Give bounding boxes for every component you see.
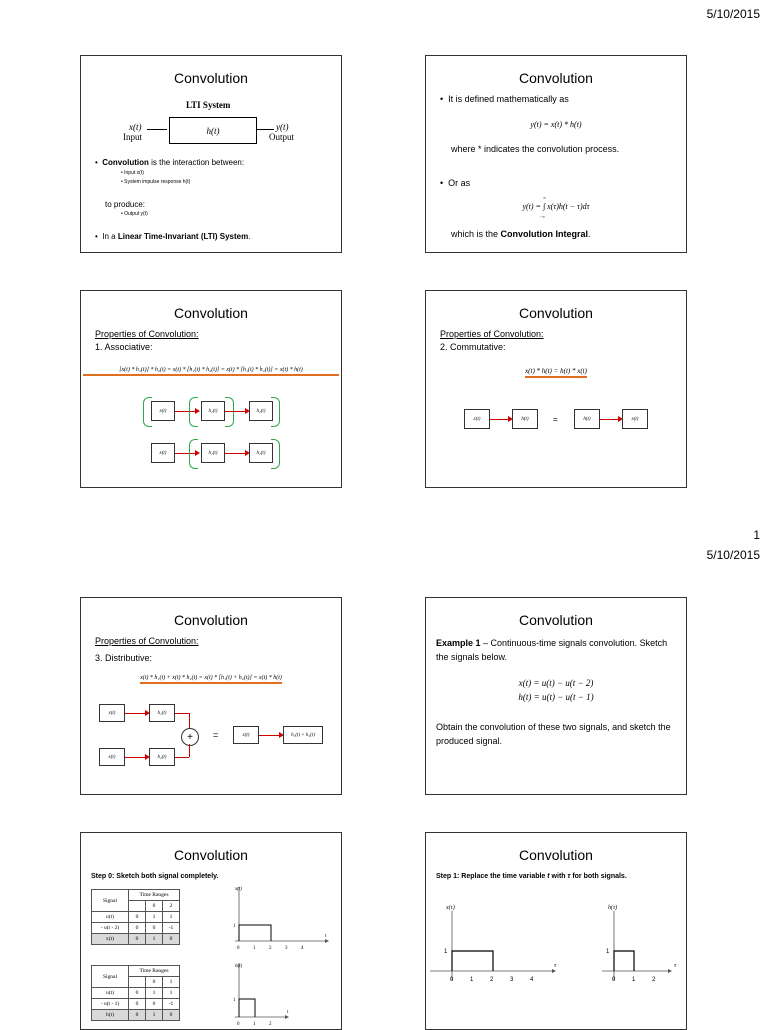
- table-cell: 0: [129, 988, 146, 999]
- table-cell: - u(t - 2): [92, 923, 129, 934]
- block-h2: h₂(t): [249, 401, 273, 421]
- table-cell: 0: [163, 1010, 180, 1021]
- arrow: [125, 713, 147, 714]
- table-header: Time Ranges: [129, 890, 180, 901]
- plot-ylabel: h(t): [235, 964, 243, 969]
- tick-label: 0: [237, 946, 240, 951]
- tick-label: 3: [285, 946, 288, 951]
- system-block: h(t): [169, 117, 257, 144]
- sub-impulse: • System impulse response h(t): [121, 179, 191, 185]
- plot-one: 1: [444, 949, 448, 955]
- slide-step-1: [425, 832, 687, 1030]
- bullet-defined: • It is defined mathematically as: [440, 94, 569, 104]
- tick-label: 2: [269, 1022, 272, 1027]
- plot-h-tau: [598, 901, 686, 991]
- plot-x-tau: [426, 901, 566, 991]
- plot-one: 1: [233, 998, 236, 1003]
- table-cell: 1: [146, 912, 163, 923]
- arrow: [490, 419, 510, 420]
- table-cell: -1: [163, 923, 180, 934]
- plot-ylabel: x(τ): [446, 905, 455, 911]
- signal-table-h: [91, 965, 180, 1021]
- green-bracket: [271, 439, 280, 469]
- connector: [189, 744, 190, 757]
- equation-integral: y(t) = ∫ x(τ)h(t − τ)dτ: [522, 202, 590, 211]
- equation-h: h(t) = u(t) − u(t − 1): [518, 692, 594, 702]
- table-row: [92, 934, 180, 945]
- slide-step-0: [80, 832, 342, 1030]
- to-produce: to produce:: [105, 200, 146, 209]
- slide-title: Convolution: [174, 305, 248, 321]
- slide-commutative: [425, 290, 687, 488]
- tick-label: 2: [652, 977, 656, 983]
- properties-heading: Properties of Convolution:: [95, 636, 199, 646]
- table-row: [92, 923, 180, 934]
- table-cell: h(t): [92, 1010, 129, 1021]
- equation-x: x(t) = u(t) − u(t − 2): [518, 678, 594, 688]
- integral-upper: ∞: [543, 195, 546, 200]
- tick-label: 1: [632, 977, 636, 983]
- arrow: [259, 735, 281, 736]
- slide-lti-system: [80, 55, 342, 253]
- table-cell: u(t): [92, 988, 129, 999]
- sub-input: • Input x(t): [121, 170, 144, 176]
- tick-label: 1: [253, 946, 256, 951]
- integral-lower: −∞: [540, 214, 546, 219]
- table-cell: 0: [129, 934, 146, 945]
- table-cell: 0: [129, 999, 146, 1010]
- table-cell: 0: [146, 999, 163, 1010]
- table-cell: 2: [163, 901, 180, 912]
- arrow: [125, 757, 147, 758]
- tick-label: 2: [269, 946, 272, 951]
- property-distributive: 3. Distributive:: [95, 653, 153, 663]
- plot-x-t: [225, 885, 330, 953]
- tick-label: 4: [301, 946, 304, 951]
- table-cell: 1: [163, 988, 180, 999]
- slide-title: Convolution: [519, 847, 593, 863]
- green-bracket: [189, 439, 198, 469]
- block-h: h(t): [512, 409, 538, 429]
- which-text: which is the Convolution Integral.: [451, 229, 591, 239]
- table-cell: 1: [146, 988, 163, 999]
- slide-title: Convolution: [174, 612, 248, 628]
- plot-one: 1: [606, 949, 610, 955]
- output-label: Output: [269, 132, 295, 142]
- step-heading: Step 0: Sketch both signal completely.: [91, 873, 219, 880]
- block-x: x(t): [622, 409, 648, 429]
- input-signal-label: x(t): [129, 122, 142, 132]
- tick-label: 4: [530, 977, 534, 983]
- slide-title: Convolution: [519, 305, 593, 321]
- table-cell: 0: [129, 923, 146, 934]
- table-cell: 1: [163, 912, 180, 923]
- input-arrow: [147, 129, 167, 130]
- block-x: x(t): [99, 748, 125, 766]
- table-header: Time Ranges: [129, 966, 180, 977]
- summing-junction: +: [181, 728, 199, 746]
- associative-equation: [x(t) * h₁(t)] * h₂(t) = x(t) * [h₁(t) * h₂(t)] = x(t) * [h₁(t) * h₂(t)] = x(t) * h(t): [83, 367, 339, 376]
- tick-label: 2: [490, 977, 494, 983]
- plot-tlabel: τ: [674, 963, 677, 969]
- table-cell: 1: [146, 934, 163, 945]
- property-commutative: 2. Commutative:: [440, 342, 506, 352]
- bullet-lti: • In a Linear Time-Invariant (LTI) System.: [95, 232, 251, 241]
- slide-associative: [80, 290, 342, 488]
- properties-heading: Properties of Convolution:: [440, 329, 544, 339]
- block-h1: h₁(t): [201, 401, 225, 421]
- table-cell: 0: [146, 923, 163, 934]
- signal-table-x: [91, 889, 180, 945]
- block-x: x(t): [151, 401, 175, 421]
- distributive-equation: x(t) * h₁(t) + x(t) * h₂(t) = x(t) * [h₁(t) + h₂(t)] = x(t) * h(t): [81, 675, 341, 681]
- properties-heading: Properties of Convolution:: [95, 329, 199, 339]
- table-header: Signal: [92, 890, 129, 912]
- tick-label: 0: [450, 977, 454, 983]
- tick-label: 3: [510, 977, 514, 983]
- table-cell: -1: [163, 999, 180, 1010]
- output-arrow: [256, 129, 274, 130]
- arrow: [225, 411, 247, 412]
- block-h2: h₂(t): [149, 748, 175, 766]
- block-h1-plus-h2: h₁(t) + h₂(t): [283, 726, 323, 744]
- page-number: 1: [753, 528, 760, 542]
- arrow: [600, 419, 620, 420]
- table-cell: 1: [163, 977, 180, 988]
- equation-conv: y(t) = x(t) * h(t): [530, 120, 582, 129]
- slide-distributive: [80, 597, 342, 795]
- plot-h-t: [225, 961, 295, 1027]
- block-h: h(t): [574, 409, 600, 429]
- bullet-or-as: • Or as: [440, 178, 471, 188]
- plot-one: 1: [233, 924, 236, 929]
- table-cell: 0: [129, 1010, 146, 1021]
- output-signal-label: y(t): [276, 122, 289, 132]
- block-h2: h₂(t): [249, 443, 273, 463]
- input-label: Input: [123, 132, 142, 142]
- commutative-equation: x(t) * h(t) = h(t) * x(t): [426, 367, 686, 375]
- example-text: Example 1 – Continuous-time signals convolution. Sketch the signals below.: [436, 638, 668, 662]
- plot-tlabel: t: [287, 1010, 289, 1015]
- table-row: [92, 912, 180, 923]
- sub-output: • Output y(t): [121, 211, 148, 217]
- green-bracket: [189, 397, 198, 427]
- tick-label: 0: [612, 977, 616, 983]
- arrow: [225, 453, 247, 454]
- equals-sign: =: [213, 730, 219, 740]
- equals-sign: =: [553, 415, 558, 424]
- tick-label: 0: [237, 1022, 240, 1027]
- table-cell: 0: [146, 977, 163, 988]
- green-bracket: [271, 397, 280, 427]
- bullet-convolution: • Convolution is the interaction between:: [95, 158, 245, 167]
- table-cell: 0: [129, 912, 146, 923]
- tick-label: 1: [470, 977, 474, 983]
- block-h1: h₁(t): [149, 704, 175, 722]
- slide-title: Convolution: [174, 847, 248, 863]
- obtain-text: Obtain the convolution of these two signals, and sketch the produced signal.: [436, 722, 671, 746]
- table-cell: 0: [146, 901, 163, 912]
- connector: [175, 713, 189, 714]
- table-cell: x(t): [92, 934, 129, 945]
- table-cell: - u(t - 1): [92, 999, 129, 1010]
- plot-tlabel: t: [325, 934, 327, 939]
- step-heading: Step 1: Replace the time variable t with τ for both signals.: [436, 873, 627, 880]
- table-row: [92, 999, 180, 1010]
- block-x: x(t): [464, 409, 490, 429]
- connector: [175, 757, 189, 758]
- slide-title: Convolution: [519, 70, 593, 86]
- table-cell: 1: [146, 1010, 163, 1021]
- table-row: [92, 1010, 180, 1021]
- slide-title: Convolution: [174, 70, 248, 86]
- tick-label: 1: [253, 1022, 256, 1027]
- plot-tlabel: τ: [554, 963, 557, 969]
- block-h1: h₁(t): [201, 443, 225, 463]
- table-cell: u(t): [92, 912, 129, 923]
- slide-title: Convolution: [519, 612, 593, 628]
- plot-ylabel: x(t): [235, 887, 242, 892]
- connector: [189, 713, 190, 728]
- lti-label: LTI System: [186, 100, 231, 110]
- table-row: [92, 988, 180, 999]
- slide-example-1: [425, 597, 687, 795]
- green-bracket: [225, 397, 234, 427]
- slide-definition: [425, 55, 687, 253]
- page-date: 5/10/2015: [706, 7, 760, 21]
- block-x: x(t): [99, 704, 125, 722]
- table-cell: 0: [163, 934, 180, 945]
- where-text: where * indicates the convolution process.: [451, 144, 620, 154]
- block-x: x(t): [233, 726, 259, 744]
- property-associative: 1. Associative:: [95, 342, 153, 352]
- plot-ylabel: h(τ): [608, 905, 618, 911]
- block-x: x(t): [151, 443, 175, 463]
- page-date: 5/10/2015: [706, 548, 760, 562]
- table-header: Signal: [92, 966, 129, 988]
